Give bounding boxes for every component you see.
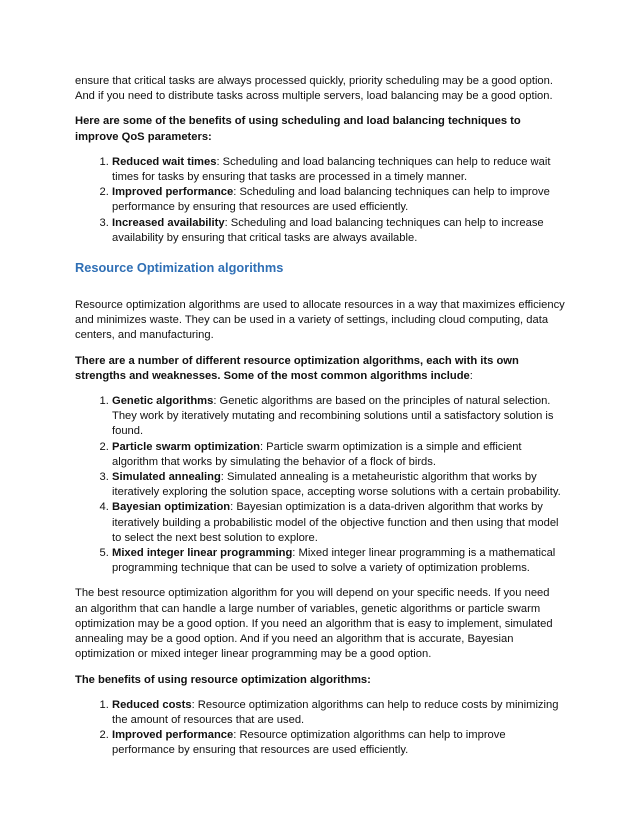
term: Reduced costs [112,698,192,711]
rop-benefits-heading: The benefits of using resource optimization algorithms: [75,673,371,686]
list-item [112,546,565,576]
list-item [112,470,565,500]
sched-benefits-heading: Here are some of the benefits of using scheduling and load balancing techniques to improve QoS parameters: [75,115,521,143]
rop-intro-paragraph: Resource optimization algorithms are used to allocate resources in a way that maximizes efficiency and minimizes waste. They can be used in a variety of settings, including cloud computing, data centers, and manufacturing. [75,299,565,342]
rop-list-heading-colon: : [469,369,473,382]
description: : Simulated annealing is a metaheuristic algorithm that works by iteratively exploring the solution space, accepting worse solutions with a certain probability. [112,471,561,499]
term: Simulated annealing [112,471,221,484]
term: Improved performance [112,186,234,199]
rop-closing-paragraph: The best resource optimization algorithm for you will depend on your specific needs. If you need an algorithm that can handle a large number of variables, genetic algorithms or particle swarm optimization may be a good option. If you need an algorithm that is easy to implement, simulated annealing may be a good option. And if you need an algorithm that is accurate, Bayesian optimization or mixed integer linear programming may be a good option. [75,587,553,661]
list-item [112,394,565,440]
term: Bayesian optimization [112,501,231,514]
description: : Mixed integer linear programming is a mathematical programming technique that can be used to solve a variety of optimization problems. [112,547,556,575]
section-heading: Resource Optimization algorithms [75,260,284,276]
rop-list-heading [75,354,565,384]
list-item [112,500,565,546]
description: : Scheduling and load balancing techniques can help to reduce wait times for tasks by ensuring that tasks are processed in a timely manner. [112,155,551,184]
term: Genetic algorithms [112,395,214,408]
list-item [112,728,565,758]
rop-list-heading-text: There are a number of different resource optimization algorithms, each with its own strengths and weaknesses. Some of the most common algorithms include [75,354,519,382]
term: Reduced wait times [112,155,217,168]
term: Mixed integer linear programming [112,547,293,560]
description: : Genetic algorithms are based on the principles of natural selection. They work by iteratively mutating and recombining solutions until a satisfactory solution is found. [112,395,554,438]
list-item [112,440,565,470]
list-item [112,155,565,185]
list-item [112,216,565,246]
rop-benefits-list [75,698,565,759]
intro-paragraph: ensure that critical tasks are always processed quickly, priority scheduling may be a good option. And if you need to distribute tasks across multiple servers, load balancing may be a good option. [75,75,553,103]
list-item [112,698,565,728]
description: : Resource optimization algorithms can help to reduce costs by minimizing the amount of resources that are used. [112,698,559,726]
term: Particle swarm optimization [112,440,260,453]
term: Improved performance [112,729,234,742]
document-page [75,74,565,769]
term: Increased availability [112,216,225,229]
description: : Resource optimization algorithms can help to improve performance by ensuring that resources are used efficiently. [112,729,506,757]
rop-algorithms-list [75,394,565,576]
description: : Scheduling and load balancing techniques can help to increase availability by ensuring that critical tasks are always available. [112,216,544,244]
list-item [112,185,565,215]
description: : Scheduling and load balancing techniques can help to improve performance by ensuring that resources are used efficiently. [112,186,550,214]
description: : Particle swarm optimization is a simple and efficient algorithm that works by simulating the behavior of a flock of birds. [112,440,522,468]
description: : Bayesian optimization is a data-driven algorithm that works by iteratively building a probabilistic model of the objective function and then using that model to select the next best solution to explore. [112,501,559,544]
sched-benefits-list [75,155,565,246]
